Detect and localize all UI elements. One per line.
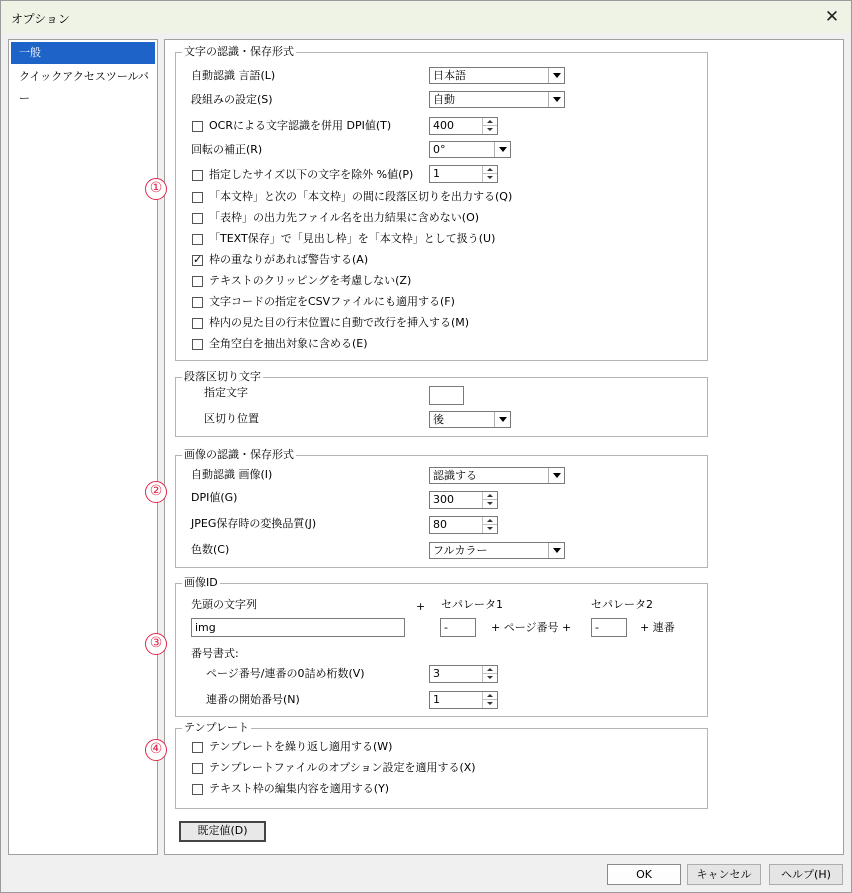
prefix-value: img (195, 621, 216, 634)
defaults-button[interactable]: 既定値(D) (179, 821, 266, 842)
rotation-select[interactable] (429, 141, 511, 158)
image-auto-select[interactable] (429, 467, 565, 484)
size-filter-stepper[interactable] (429, 165, 498, 183)
stepper-buttons (482, 492, 497, 508)
layout-value: 自動 (433, 93, 455, 106)
help-button[interactable]: ヘルプ(H) (769, 864, 843, 885)
chevron-down-icon[interactable] (548, 543, 564, 558)
template-options-checkbox[interactable] (192, 763, 203, 774)
marker-1: ① (145, 178, 167, 200)
rotation-label: 回転の補正(R) (191, 143, 263, 156)
start-number-stepper[interactable] (429, 691, 498, 709)
template-edits-checkbox[interactable] (192, 784, 203, 795)
break-position-label: 区切り位置 (204, 412, 259, 425)
start-number-label: 連番の開始番号(N) (206, 693, 300, 706)
marker-2: ② (145, 481, 167, 503)
size-filter-value: 1 (433, 167, 440, 180)
chevron-down-icon[interactable] (548, 92, 564, 107)
template-options-label: テンプレートファイルのオプション設定を適用する(X) (209, 761, 476, 774)
prefix-label: 先頭の文字列 (191, 598, 257, 611)
image-auto-label: 自動認識 画像(I) (191, 468, 273, 481)
separator1-label: セパレータ1 (441, 598, 503, 611)
separator2-value: - (595, 621, 599, 634)
jpeg-quality-label: JPEG保存時の変換品質(J) (191, 517, 317, 530)
chevron-down-icon[interactable] (494, 142, 510, 157)
page-number-text: + ページ番号 + (491, 621, 572, 634)
zero-pad-value: 3 (433, 667, 440, 680)
window-title: オプション (11, 12, 70, 26)
color-depth-select[interactable] (429, 542, 565, 559)
color-depth-label: 色数(C) (191, 543, 230, 556)
break-char-input[interactable] (429, 386, 464, 405)
ocr-dpi-checkbox[interactable] (192, 121, 203, 132)
size-filter-label: 指定したサイズ以下の文字を除外 %値(P) (209, 168, 414, 181)
paragraph-break-checkbox[interactable] (192, 192, 203, 203)
sidebar-item-label: クイックアクセスツールバー (19, 70, 149, 105)
auto-linebreak-label: 枠内の見た目の行末位置に自動で改行を挿入する(M) (209, 316, 470, 329)
stepper-up-icon[interactable] (483, 517, 497, 525)
stepper-buttons (482, 118, 497, 134)
paragraph-break-label: 「本文枠」と次の「本文枠」の間に段落区切りを出力する(Q) (209, 190, 513, 203)
group-legend: 文字の認識・保存形式 (184, 45, 294, 58)
group-legend: 段落区切り文字 (184, 370, 261, 383)
marker-3: ③ (145, 633, 167, 655)
auto-linebreak-checkbox[interactable] (192, 318, 203, 329)
number-format-label: 番号書式: (191, 647, 239, 660)
separator1-value: - (444, 621, 448, 634)
marker-4: ④ (145, 739, 167, 761)
stepper-down-icon[interactable] (483, 126, 497, 134)
jpeg-quality-value: 80 (433, 518, 447, 531)
stepper-buttons (482, 517, 497, 533)
ocr-dpi-value: 400 (433, 119, 454, 132)
break-char-label: 指定文字 (204, 386, 248, 399)
overlap-warning-label: 枠の重なりがあれば警告する(A) (209, 253, 369, 266)
ignore-clipping-checkbox[interactable] (192, 276, 203, 287)
break-position-select[interactable] (429, 411, 511, 428)
language-value: 日本語 (433, 69, 466, 82)
template-repeat-checkbox[interactable] (192, 742, 203, 753)
stepper-up-icon[interactable] (483, 492, 497, 500)
stepper-down-icon[interactable] (483, 674, 497, 682)
group-legend: 画像の認識・保存形式 (184, 448, 294, 461)
settings-panel (164, 39, 844, 855)
csv-encoding-checkbox[interactable] (192, 297, 203, 308)
prefix-input[interactable] (191, 618, 405, 637)
rotation-value: 0° (433, 143, 446, 156)
heading-as-body-label: 「TEXT保存」で「見出し枠」を「本文枠」として扱う(U) (209, 232, 496, 245)
stepper-down-icon[interactable] (483, 700, 497, 708)
stepper-buttons (482, 692, 497, 708)
stepper-buttons (482, 666, 497, 682)
stepper-down-icon[interactable] (483, 525, 497, 533)
stepper-up-icon[interactable] (483, 166, 497, 174)
zero-pad-label: ページ番号/連番の0詰め桁数(V) (206, 667, 365, 680)
ignore-clipping-label: テキストのクリッピングを考慮しない(Z) (209, 274, 412, 287)
chevron-down-icon[interactable] (548, 468, 564, 483)
ok-button[interactable]: OK (607, 864, 681, 885)
size-filter-checkbox[interactable] (192, 170, 203, 181)
ocr-dpi-label: OCRによる文字認識を併用 DPI値(T) (209, 119, 392, 132)
heading-as-body-checkbox[interactable] (192, 234, 203, 245)
paragraph-break-group (175, 370, 708, 437)
template-group (175, 721, 708, 809)
plus-sign: + (416, 600, 426, 613)
stepper-up-icon[interactable] (483, 692, 497, 700)
layout-label: 段組みの設定(S) (191, 93, 273, 106)
image-dpi-stepper[interactable] (429, 491, 498, 509)
separator1-input[interactable] (440, 618, 476, 637)
template-repeat-label: テンプレートを繰り返し適用する(W) (209, 740, 393, 753)
language-select[interactable] (429, 67, 565, 84)
break-position-value: 後 (433, 413, 444, 426)
image-id-group (175, 576, 708, 717)
sidebar-item-general[interactable] (11, 42, 155, 64)
language-label: 自動認識 言語(L) (191, 69, 276, 82)
group-legend: 画像ID (184, 576, 218, 589)
serial-text: + 連番 (640, 621, 675, 634)
jpeg-quality-stepper[interactable] (429, 516, 498, 534)
title-bar (1, 1, 851, 33)
table-filename-label: 「表枠」の出力先ファイル名を出力結果に含めない(O) (209, 211, 480, 224)
separator2-input[interactable] (591, 618, 627, 637)
stepper-up-icon[interactable] (483, 118, 497, 126)
image-dpi-value: 300 (433, 493, 454, 506)
zero-pad-stepper[interactable] (429, 665, 498, 683)
layout-select[interactable] (429, 91, 565, 108)
table-filename-checkbox[interactable] (192, 213, 203, 224)
stepper-buttons (482, 166, 497, 182)
template-edits-label: テキスト枠の編集内容を適用する(Y) (209, 782, 390, 795)
start-number-value: 1 (433, 693, 440, 706)
overlap-warning-checkbox[interactable] (192, 255, 203, 266)
sidebar-item-label: 一般 (19, 46, 41, 59)
ocr-dpi-stepper[interactable] (429, 117, 498, 135)
chevron-down-icon[interactable] (548, 68, 564, 83)
chevron-down-icon[interactable] (494, 412, 510, 427)
separator2-label: セパレータ2 (591, 598, 653, 611)
text-recognition-group (175, 45, 708, 361)
close-icon[interactable]: ✕ (824, 7, 840, 27)
csv-encoding-label: 文字コードの指定をCSVファイルにも適用する(F) (209, 295, 455, 308)
image-recognition-group (175, 448, 708, 568)
stepper-up-icon[interactable] (483, 666, 497, 674)
cancel-button[interactable]: キャンセル (687, 864, 761, 885)
group-legend: テンプレート (184, 721, 250, 734)
category-list (8, 39, 158, 855)
stepper-down-icon[interactable] (483, 500, 497, 508)
fullwidth-space-checkbox[interactable] (192, 339, 203, 350)
color-depth-value: フルカラー (433, 544, 488, 557)
sidebar-item-quick-access-toolbar[interactable] (11, 66, 155, 105)
image-auto-value: 認識する (433, 469, 477, 482)
image-dpi-label: DPI値(G) (191, 491, 238, 504)
stepper-down-icon[interactable] (483, 174, 497, 182)
fullwidth-space-label: 全角空白を抽出対象に含める(E) (209, 337, 368, 350)
